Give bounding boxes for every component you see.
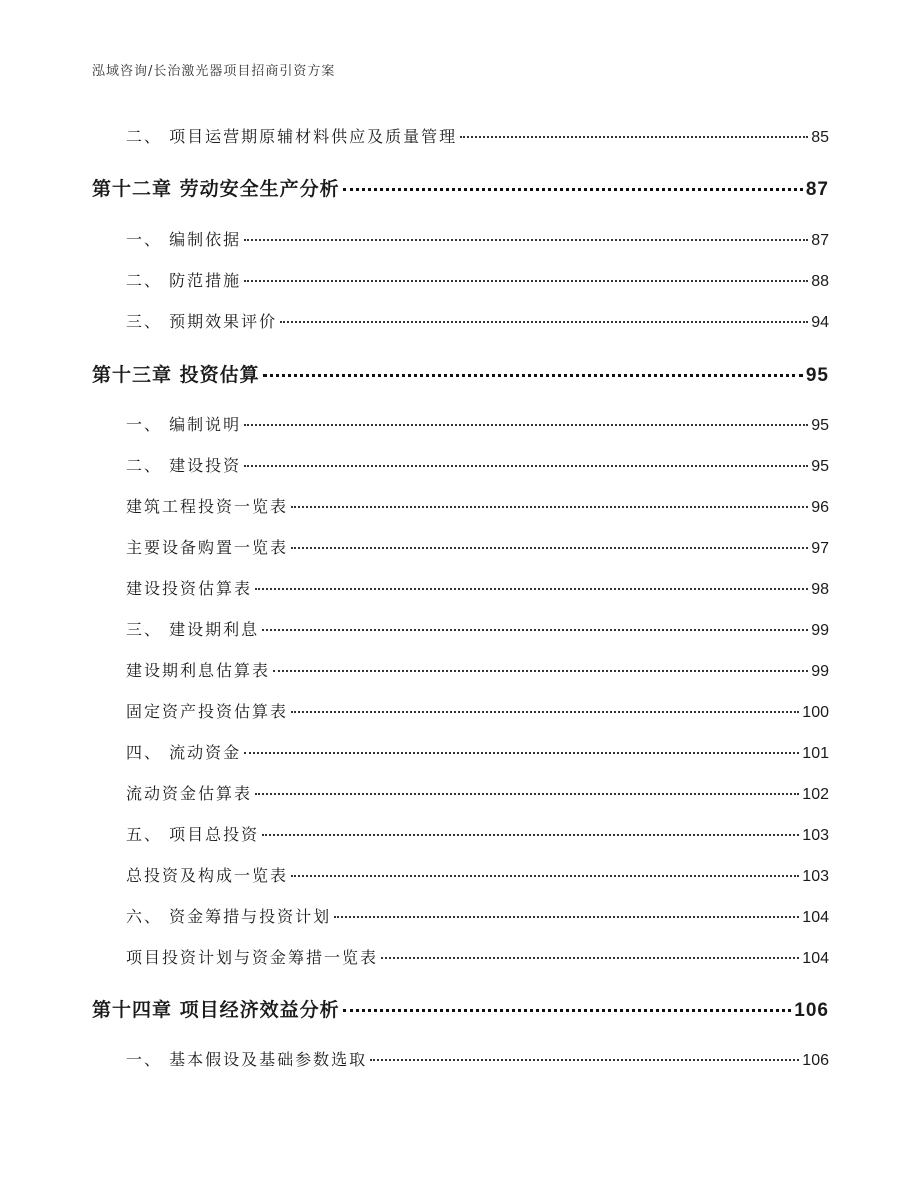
toc-entry-label: 固定资产投资估算表 [126, 702, 289, 721]
toc-entry-label: 五、 项目总投资 [126, 825, 260, 844]
toc-entry-label: 主要设备购置一览表 [126, 538, 289, 557]
toc-leader-dots [291, 711, 799, 713]
toc-entry-label: 第十三章 投资估算 [92, 364, 260, 386]
toc-entry[interactable] [126, 535, 829, 558]
toc-leader-dots [262, 834, 799, 836]
toc-leader-dots [280, 321, 808, 323]
toc-entry[interactable] [126, 699, 829, 722]
toc-page-number: 94 [811, 314, 829, 331]
toc-page-number: 87 [811, 232, 829, 249]
toc-page-number: 106 [794, 1000, 829, 1021]
toc-leader-dots [343, 1009, 792, 1012]
toc-page-number: 104 [802, 909, 829, 926]
toc-page-number: 95 [811, 458, 829, 475]
toc-entry[interactable] [126, 781, 829, 804]
toc-entry[interactable] [126, 268, 829, 291]
toc-leader-dots [255, 588, 808, 590]
toc-page-number: 95 [805, 365, 829, 386]
toc-entry[interactable] [126, 124, 829, 147]
toc-page-number: 96 [811, 499, 829, 516]
toc-entry-label: 建设投资估算表 [126, 579, 253, 598]
toc-chapter-entry[interactable] [92, 174, 829, 201]
toc-entry[interactable] [126, 1047, 829, 1070]
toc-page-number: 100 [802, 704, 829, 721]
toc-entry-label: 三、 预期效果评价 [126, 312, 278, 331]
toc-page-number: 104 [802, 950, 829, 967]
toc-entry[interactable] [126, 904, 829, 927]
toc-leader-dots [244, 465, 808, 467]
toc-entry-label: 第十四章 项目经济效益分析 [92, 999, 340, 1021]
toc-leader-dots [263, 374, 803, 377]
toc-entry[interactable] [126, 412, 829, 435]
toc-page-number: 85 [811, 129, 829, 146]
toc-entry[interactable] [126, 658, 829, 681]
toc-entry-label: 二、 防范措施 [126, 271, 242, 290]
toc-page-number: 101 [802, 745, 829, 762]
toc-entry-label: 三、 建设期利息 [126, 620, 260, 639]
toc-entry-label: 流动资金估算表 [126, 784, 253, 803]
toc-leader-dots [343, 188, 803, 191]
toc-leader-dots [460, 136, 808, 138]
toc-page-number: 99 [811, 622, 829, 639]
toc-entry[interactable] [126, 822, 829, 845]
toc-entry-label: 第十二章 劳动安全生产分析 [92, 178, 340, 200]
toc-entry[interactable] [126, 227, 829, 250]
toc-entry-label: 二、 项目运营期原辅材料供应及质量管理 [126, 127, 458, 146]
toc-leader-dots [244, 752, 799, 754]
toc-page-number: 88 [811, 273, 829, 290]
toc-entry-label: 项目投资计划与资金筹措一览表 [126, 948, 379, 967]
toc-page-number: 87 [805, 179, 829, 200]
toc-leader-dots [273, 670, 808, 672]
toc-entry[interactable] [126, 494, 829, 517]
toc-entry-label: 一、 编制说明 [126, 415, 242, 434]
toc-page-number: 95 [811, 417, 829, 434]
toc-page-number: 103 [802, 868, 829, 885]
toc-page-number: 103 [802, 827, 829, 844]
toc-leader-dots [262, 629, 808, 631]
toc-page-number: 106 [802, 1052, 829, 1069]
toc-entry-label: 六、 资金筹措与投资计划 [126, 907, 332, 926]
toc-leader-dots [244, 424, 808, 426]
toc-leader-dots [370, 1059, 799, 1061]
toc-leader-dots [291, 506, 808, 508]
toc-entry[interactable] [126, 945, 829, 968]
toc-page-number: 98 [811, 581, 829, 598]
toc-leader-dots [381, 957, 799, 959]
toc-leader-dots [291, 875, 799, 877]
toc-entry[interactable] [126, 309, 829, 332]
toc-leader-dots [244, 280, 808, 282]
toc-page-number: 97 [811, 540, 829, 557]
toc-page-number: 99 [811, 663, 829, 680]
toc-entry-label: 总投资及构成一览表 [126, 866, 289, 885]
toc-entry-label: 建筑工程投资一览表 [126, 497, 289, 516]
toc-entry-label: 四、 流动资金 [126, 743, 242, 762]
page-header: 泓域咨询/长治激光器项目招商引资方案 [92, 64, 336, 79]
toc-leader-dots [255, 793, 799, 795]
toc-entry-label: 二、 建设投资 [126, 456, 242, 475]
toc-chapter-entry[interactable] [92, 360, 829, 387]
toc-leader-dots [334, 916, 799, 918]
toc-entry-label: 一、 编制依据 [126, 230, 242, 249]
toc-entry[interactable] [126, 740, 829, 763]
toc-chapter-entry[interactable] [92, 995, 829, 1022]
toc-entry[interactable] [126, 863, 829, 886]
toc-entry[interactable] [126, 576, 829, 599]
toc-page-number: 102 [802, 786, 829, 803]
toc-leader-dots [244, 239, 808, 241]
toc-leader-dots [291, 547, 808, 549]
toc-entry[interactable] [126, 453, 829, 476]
toc-entry-label: 一、 基本假设及基础参数选取 [126, 1050, 368, 1069]
toc-entry-label: 建设期利息估算表 [126, 661, 271, 680]
toc-entry[interactable] [126, 617, 829, 640]
